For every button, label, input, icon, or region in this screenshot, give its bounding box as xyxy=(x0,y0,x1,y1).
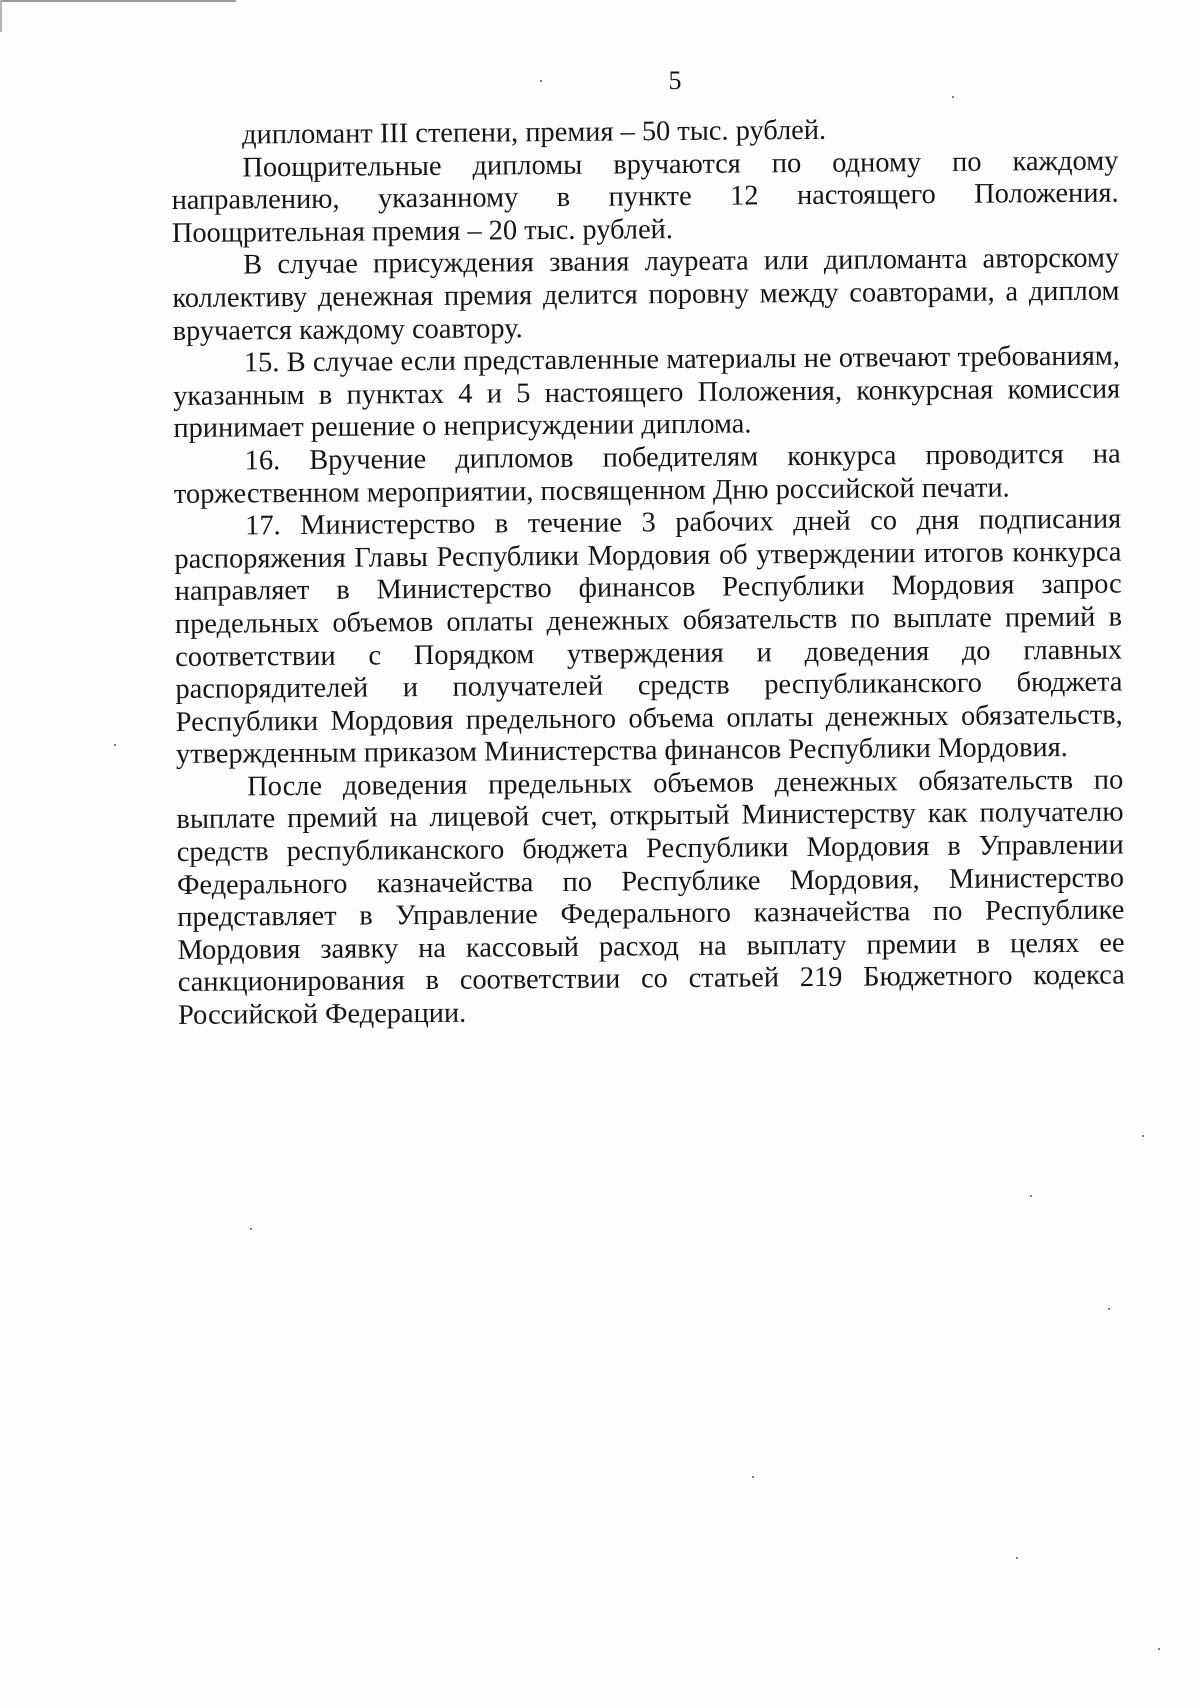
scan-speck xyxy=(1142,1135,1144,1137)
page-number: 5 xyxy=(668,66,682,95)
scan-speck xyxy=(540,80,542,82)
scan-speck xyxy=(1016,1557,1018,1559)
scan-speck xyxy=(1108,1308,1110,1310)
scan-edge-top xyxy=(0,0,236,2)
paragraph-treasury-application: После доведения предельных объемов денежных обязательств по выплате премий на лицевой счет, открытый Министерству как получателю средств республиканского бюджета Республики Мордовия в Управлении Федерального казначейства по Республике Мордовия, Министерство представляет в Управление Федерального казначейства по Республике Мордовия заявку на кассовый расход на выплату премии в целях ее санкционирования в соответствии со статьей 219 Бюджетного кодекса Российской Федерации. xyxy=(176,764,1125,1032)
scan-speck xyxy=(1158,1648,1160,1650)
paragraph-incentive-diplomas: Поощрительные дипломы вручаются по одному по каждому направлению, указанному в пункте 12 настоящего Положения. Поощрительная премия – 20 тыс. рублей. xyxy=(171,145,1119,249)
document-body xyxy=(171,113,1125,1033)
scan-speck xyxy=(752,1476,754,1478)
scan-speck xyxy=(114,744,116,746)
paragraph-15-non-award: 15. В случае если представленные материалы не отвечают требованиям, указанным в пунктах 4 и 5 настоящего Положения, конкурсная комиссия принимает решение о неприсуждении диплома. xyxy=(173,340,1121,445)
scan-edge-left xyxy=(0,0,2,32)
paragraph-author-collective: В случае присуждения звания лауреата или дипломанта авторскому коллективу денежная премия делится поровну между соавторами, а диплом вручается каждому соавтору. xyxy=(172,242,1120,347)
scan-speck xyxy=(1030,1195,1032,1197)
paragraph-17-ministry-request: 17. Министерство в течение 3 рабочих дней со дня подписания распоряжения Главы Республики Мордовия об утверждении итогов конкурса направляет в Министерство финансов Республики Мордовия запрос предельных объемов оплаты денежных обязательств по выплате премий в соответствии с Порядком утверждения и доведения до главных распорядителей и получателей средств республиканского бюджета Республики Мордовия предельного объема оплаты денежных обязательств, утвержденным приказом Министерства финансов Республики Мордовия. xyxy=(174,503,1123,771)
paragraph-diploma-third-degree: дипломант III степени, премия – 50 тыс. рублей. xyxy=(241,114,827,151)
scan-speck xyxy=(952,96,954,98)
scan-speck xyxy=(250,1228,252,1230)
paragraph-16-award-ceremony: 16. Вручение дипломов победителям конкурса проводится на торжественном мероприятии, посвященном Дню российской печати. xyxy=(173,438,1121,510)
